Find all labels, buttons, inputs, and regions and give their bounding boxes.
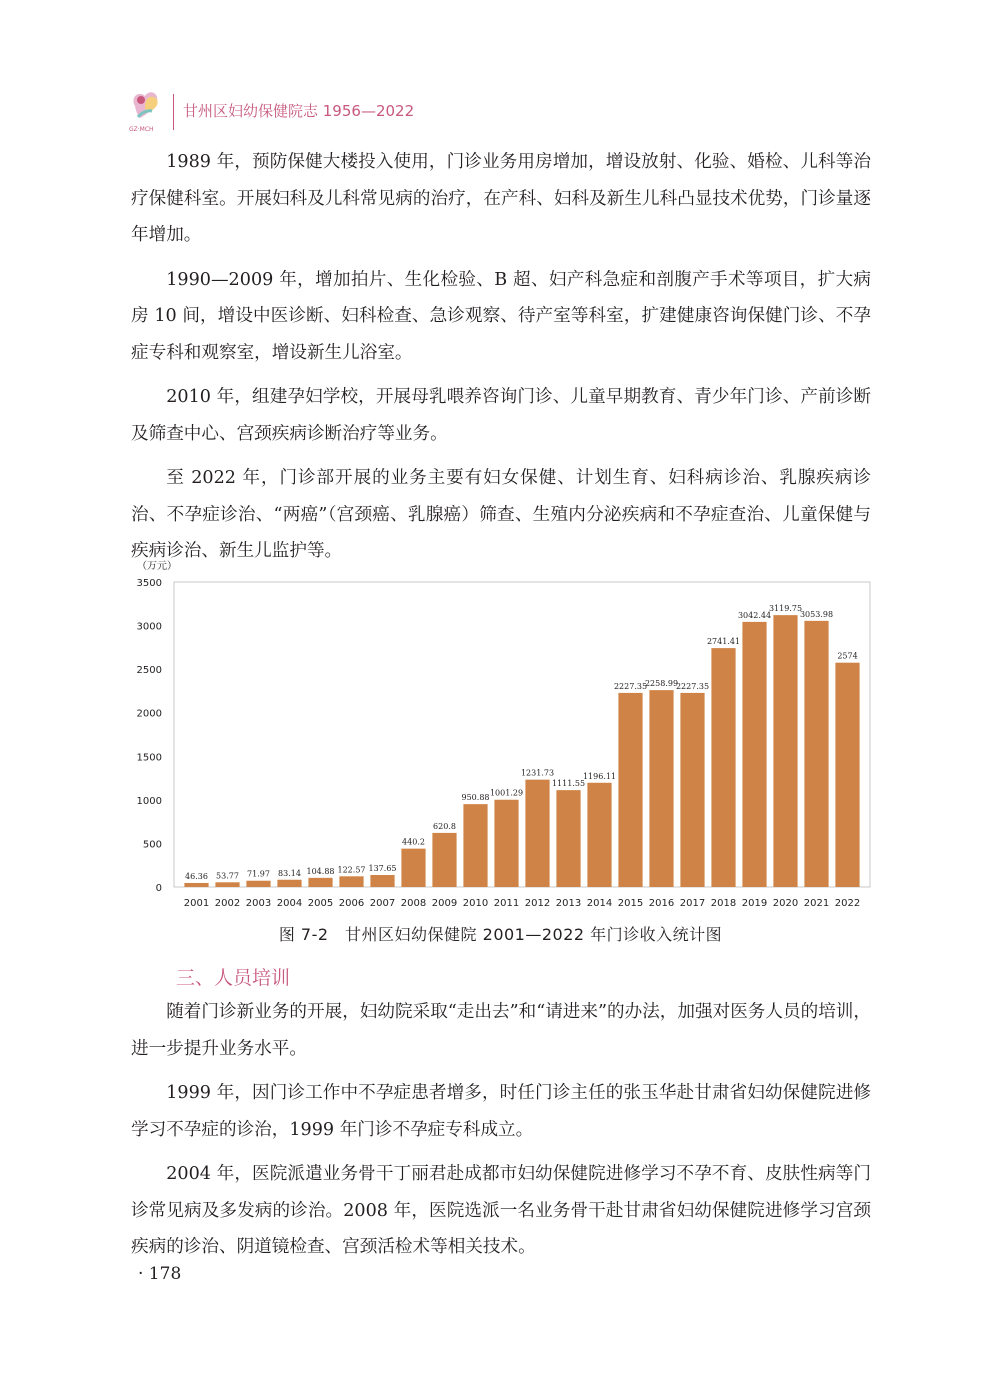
data-label-2011: 1001.29: [489, 788, 524, 798]
body-text-top: [131, 144, 871, 578]
data-label-2016: 2258.99: [644, 679, 679, 689]
x-tick-label: 2005: [307, 898, 334, 909]
bar-2011: [494, 800, 518, 887]
bar-2012: [525, 780, 549, 887]
y-tick-label: 2000: [136, 708, 162, 720]
section-heading: 三、人员培训: [176, 967, 291, 989]
y-tick-label: 3000: [136, 621, 162, 633]
x-tick-label: 2015: [617, 898, 644, 909]
page-header: [128, 86, 548, 136]
bar-2019: [742, 622, 766, 887]
data-label-2020: 3119.75: [768, 604, 803, 614]
paragraph: 2004 年，医院派遣业务骨干丁丽君赴成都市妇幼保健院进修学习不孕不育、皮肤性病等门诊常见病及多发病的诊治。2008 年，医院选派一名业务骨干赴甘肃省妇幼保健院进修学习宫颈疾病的诊治、阴道镜检查、宫颈活检术等相关技术。: [131, 1164, 871, 1257]
data-label-2004: 83.14: [278, 868, 301, 878]
x-tick-label: 2022: [834, 898, 861, 909]
x-tick-label: 2010: [462, 898, 489, 909]
bar-2013: [556, 790, 580, 887]
x-tick-label: 2021: [803, 898, 830, 909]
x-tick-label: 2016: [648, 898, 675, 909]
bar-2021: [804, 621, 828, 887]
y-tick-label: 500: [142, 839, 162, 851]
y-tick-label: 1000: [136, 795, 162, 807]
data-label-2014: 1196.11: [582, 771, 617, 781]
data-label-2009: 620.8: [433, 821, 456, 831]
data-label-2003: 71.97: [247, 869, 270, 879]
institution-logo: [128, 86, 164, 134]
bar-2001: [184, 883, 208, 887]
data-label-2013: 1111.55: [551, 779, 586, 789]
paragraph: 随着门诊新业务的开展，妇幼院采取“走出去”和“请进来”的办法，加强对医务人员的培训，进一步提升业务水平。: [131, 1002, 871, 1059]
x-tick-label: 2003: [245, 898, 272, 909]
x-tick-label: 2009: [431, 898, 458, 909]
data-label-2018: 2741.41: [706, 637, 741, 647]
bar-2017: [680, 693, 704, 887]
paragraph: 2010 年，组建孕妇学校，开展母乳喂养咨询门诊、儿童早期教育、青少年门诊、产前诊断及筛查中心、宫颈疾病诊断治疗等业务。: [131, 387, 871, 444]
data-label-2015: 2227.35: [613, 681, 648, 691]
paragraph: 1989 年，预防保健大楼投入使用，门诊业务用房增加，增设放射、化验、婚检、儿科等治疗保健科室。开展妇科及儿科常见病的治疗，在产科、妇科及新生儿科凸显技术优势，门诊量逐年增加。: [131, 152, 871, 245]
x-tick-label: 2008: [400, 898, 427, 909]
x-tick-label: 2020: [772, 898, 799, 909]
data-label-2006: 122.57: [337, 865, 366, 875]
bar-2005: [308, 878, 332, 887]
bar-2004: [277, 880, 301, 887]
logo-text: GZ·MCH: [129, 126, 154, 133]
bar-2022: [835, 663, 859, 887]
revenue-chart: [125, 555, 875, 915]
y-tick-label: 0: [155, 883, 162, 894]
bar-2018: [711, 648, 735, 887]
data-label-2010: 950.88: [461, 793, 490, 803]
header-divider: [173, 94, 174, 130]
x-tick-label: 2014: [586, 898, 613, 909]
paragraph: 1990—2009 年，增加拍片、生化检验、B 超、妇产科急症和剖腹产手术等项目，扩大病房 10 间，增设中医诊断、妇科检查、急诊观察、待产室等科室，扩建健康咨询保健门诊、不孕症专科和观察室，增设新生儿浴室。: [131, 269, 871, 363]
data-label-2002: 53.77: [216, 871, 239, 881]
bar-2007: [370, 875, 394, 887]
paragraph: 1999 年，因门诊工作中不孕症患者增多，时任门诊主任的张玉华赴甘肃省妇幼保健院进修学习不孕症的诊治，1999 年门诊不孕症专科成立。: [131, 1083, 871, 1140]
data-label-2019: 3042.44: [737, 610, 772, 620]
x-tick-label: 2011: [493, 898, 520, 909]
data-label-2017: 2227.35: [675, 681, 710, 691]
x-tick-label: 2007: [369, 898, 396, 909]
paragraph: 至 2022 年，门诊部开展的业务主要有妇女保健、计划生育、妇科病诊治、乳腺疾病诊治、不孕症诊治、“两癌”（宫颈癌、乳腺癌）筛查、生殖内分泌疾病和不孕症查治、儿童保健与疾病诊治、新生儿监护等。: [131, 468, 871, 561]
x-tick-label: 2017: [679, 898, 706, 909]
data-label-2021: 3053.98: [799, 609, 834, 619]
bar-2020: [773, 615, 797, 887]
body-text-bottom: [131, 994, 871, 1274]
data-label-2008: 440.2: [402, 837, 425, 847]
data-label-2007: 137.65: [368, 864, 397, 874]
y-tick-label: 2500: [136, 665, 162, 677]
bar-2003: [246, 881, 270, 887]
running-title: 甘州区妇幼保健院志 1956—2022: [183, 102, 415, 120]
data-label-2005: 104.88: [306, 866, 335, 876]
data-label-2022: 2574: [837, 651, 858, 661]
x-tick-label: 2001: [183, 898, 210, 909]
page-number: · 178: [138, 1264, 182, 1284]
bar-2008: [401, 849, 425, 887]
bar-2002: [215, 882, 239, 887]
figure-caption: 图 7-2 甘州区妇幼保健院 2001—2022 年门诊收入统计图: [278, 925, 723, 944]
y-axis-unit: （万元）: [137, 561, 177, 572]
data-label-2012: 1231.73: [520, 768, 555, 778]
bar-2014: [587, 783, 611, 887]
bar-2006: [339, 876, 363, 887]
x-tick-label: 2012: [524, 898, 551, 909]
x-tick-label: 2004: [276, 898, 303, 909]
y-tick-label: 3500: [136, 578, 162, 589]
x-tick-label: 2013: [555, 898, 582, 909]
x-tick-label: 2018: [710, 898, 737, 909]
data-label-2001: 46.36: [185, 871, 208, 881]
bar-2015: [618, 693, 642, 887]
revenue-bar-chart: [125, 555, 875, 915]
x-tick-label: 2002: [214, 898, 241, 909]
bar-2010: [463, 804, 487, 887]
y-tick-label: 1500: [136, 752, 162, 764]
x-tick-label: 2019: [741, 898, 768, 909]
bar-2009: [432, 833, 456, 887]
x-tick-label: 2006: [338, 898, 365, 909]
bar-2016: [649, 690, 673, 887]
